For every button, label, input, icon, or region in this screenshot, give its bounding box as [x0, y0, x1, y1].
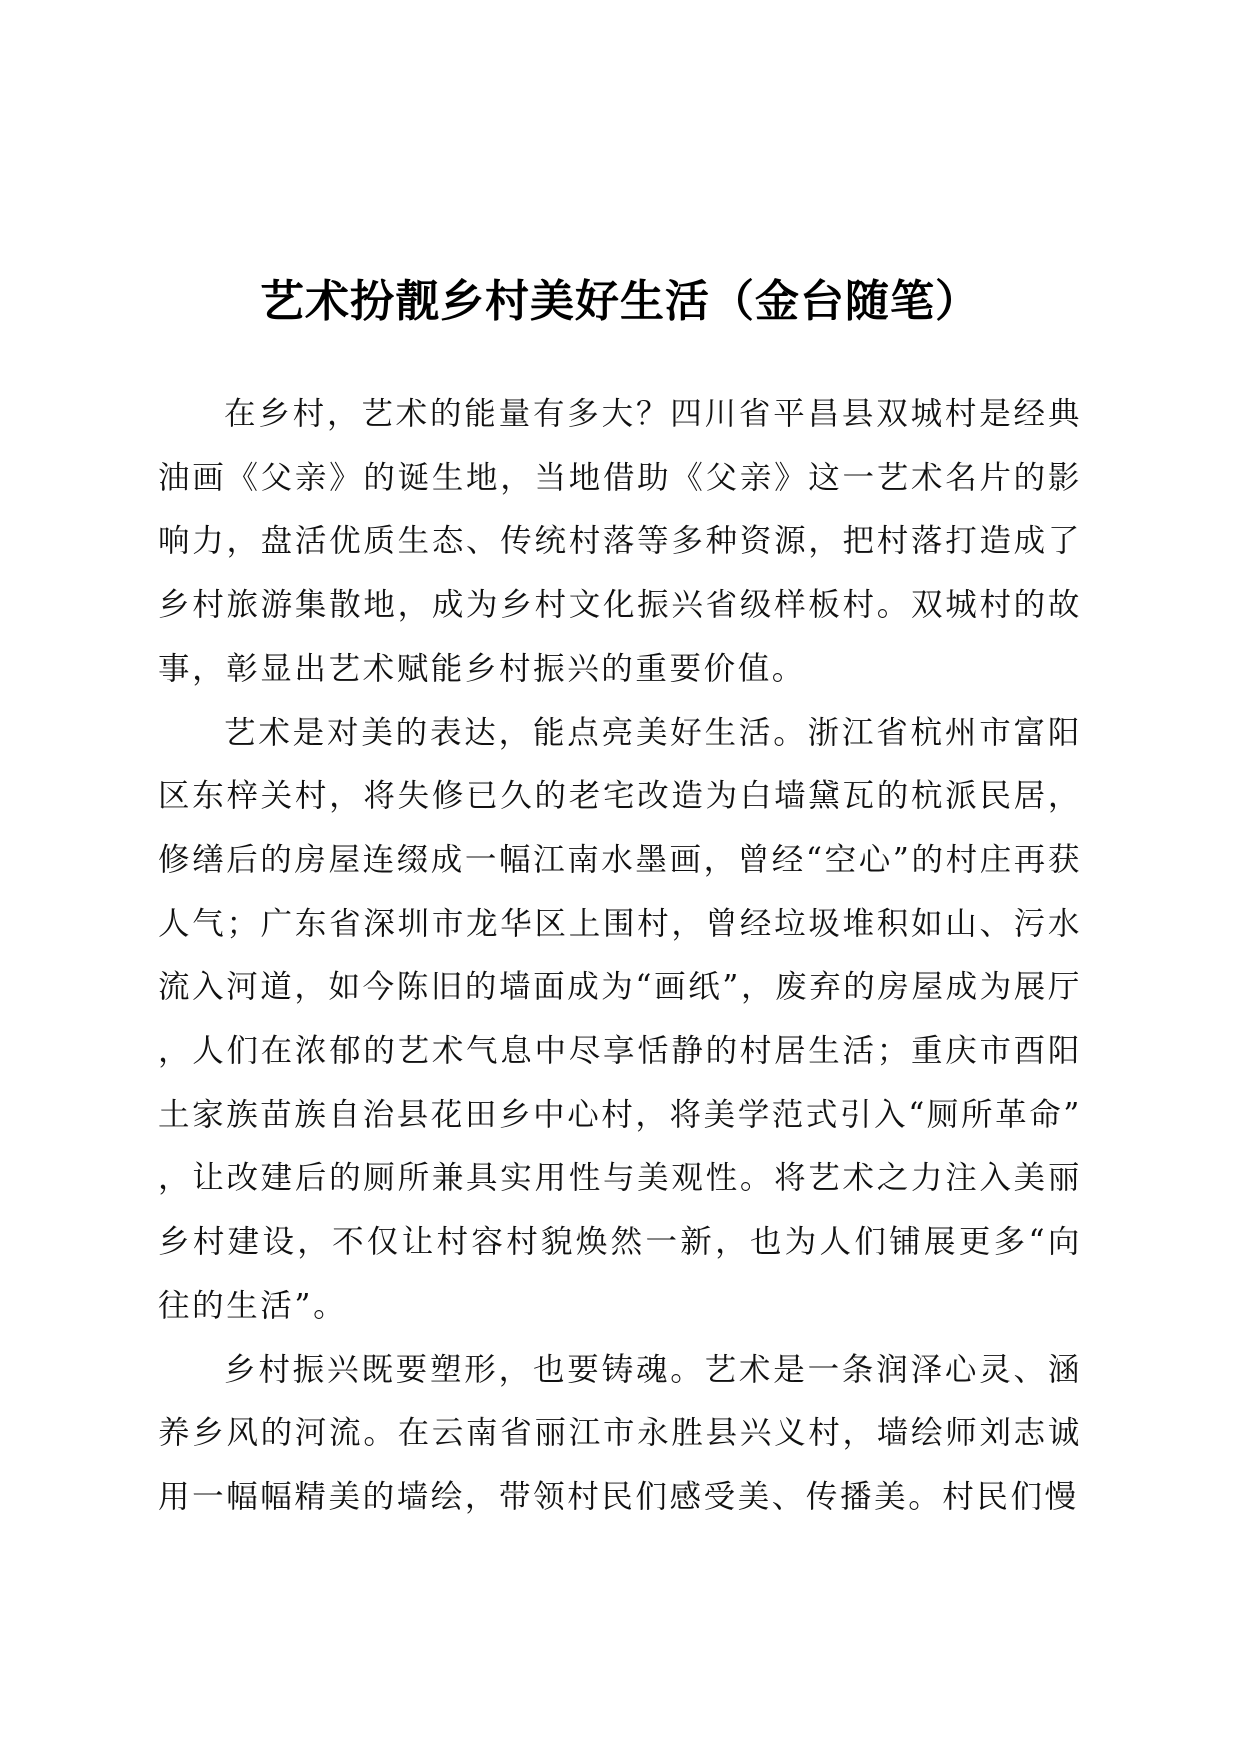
- paragraph-2: 艺术是对美的表达，能点亮美好生活。浙江省杭州市富阳区东梓关村，将失修已久的老宅改造为白墙黛瓦的杭派民居，修缮后的房屋连缀成一幅江南水墨画，曾经“空心”的村庄再获人气；广东省深圳市龙华区上围村，曾经垃圾堆积如山、污水流入河道，如今陈旧的墙面成为“画纸”，废弃的房屋成为展厅，人们在浓郁的艺术气息中尽享恬静的村居生活；重庆市酉阳土家族苗族自治县花田乡中心村，将美学范式引入“厕所革命”，让改建后的厕所兼具实用性与美观性。将艺术之力注入美丽乡村建设，不仅让村容村貌焕然一新，也为人们铺展更多“向往的生活”。: [158, 714, 1083, 1324]
- article-body: [158, 383, 1082, 1530]
- paragraph-1: 在乡村，艺术的能量有多大？四川省平昌县双城村是经典油画《父亲》的诞生地，当地借助《父亲》这一艺术名片的影响力，盘活优质生态、传统村落等多种资源，把村落打造成了乡村旅游集散地，成为乡村文化振兴省级样板村。双城村的故事，彰显出艺术赋能乡村振兴的重要价值。: [158, 396, 1082, 687]
- paragraph-3: 乡村振兴既要塑形，也要铸魂。艺术是一条润泽心灵、涵养乡风的河流。在云南省丽江市永胜县兴义村，墙绘师刘志诚用一幅幅精美的墙绘，带领村民们感受美、传播美。村民们慢: [158, 1351, 1082, 1515]
- article-title: 艺术扮靓乡村美好生活（金台随笔）: [260, 276, 980, 328]
